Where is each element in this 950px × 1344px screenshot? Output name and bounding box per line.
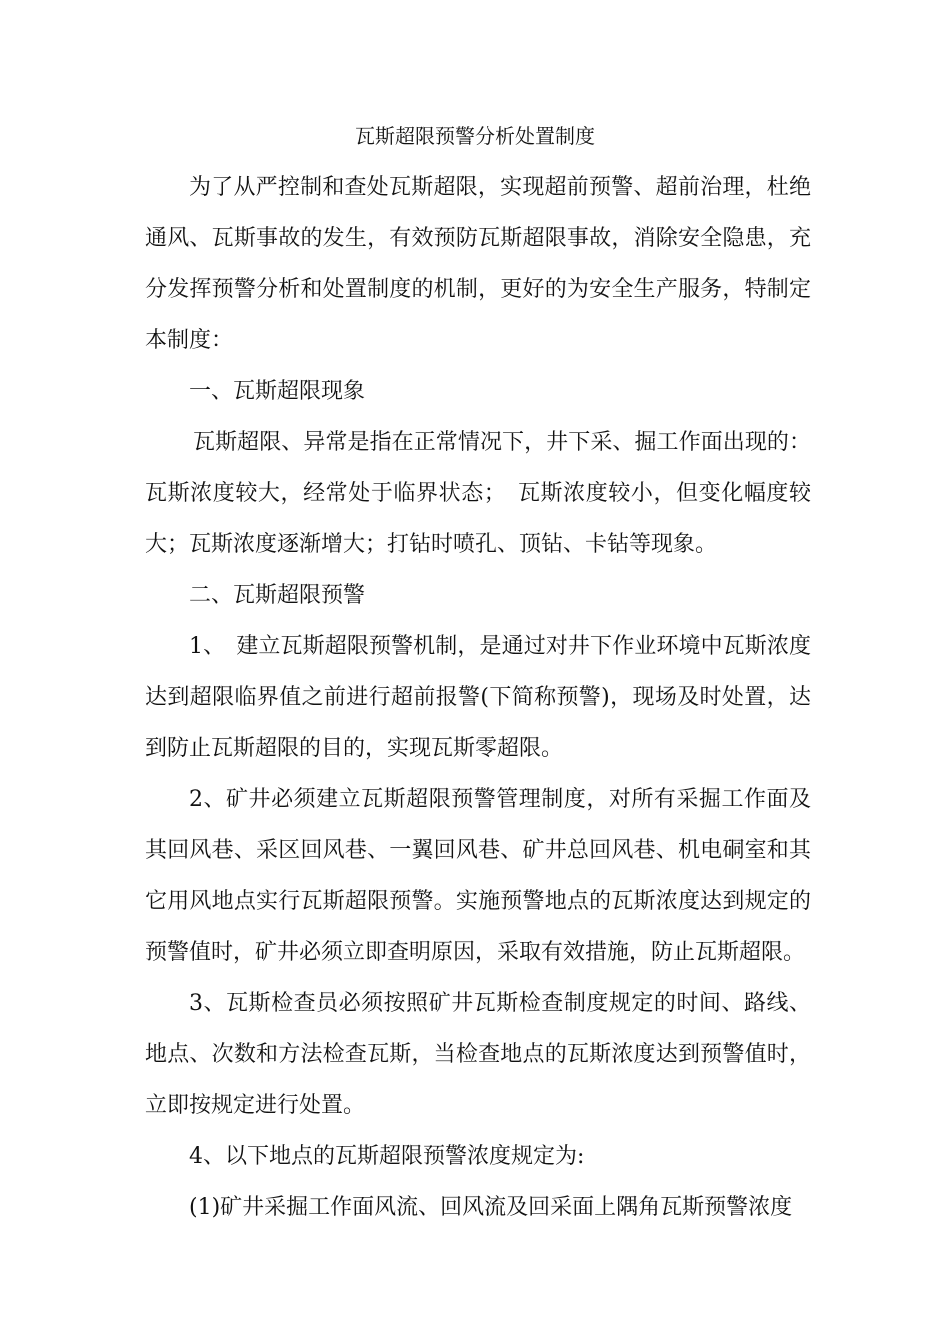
warning-subitem-1: (1)矿井采掘工作面风流、回风流及回采面上隅角瓦斯预警浓度 <box>189 1195 793 1220</box>
warning-item-2: 2、矿井必须建立瓦斯超限预警管理制度，对所有采掘工作面及其回风巷、采区回风巷、一翼回风巷、矿井总回风巷、机电硐室和其它用风地点实行瓦斯超限预警。实施预警地点的瓦斯浓度达到规定的预警值时，矿井必须立即查明原因，采取有效措施，防止瓦斯超限。 <box>145 787 811 965</box>
phenomena-paragraph: 瓦斯超限、异常是指在正常情况下，井下采、掘工作面出现的：瓦斯浓度较大，经常处于临界状态； 瓦斯浓度较小，但变化幅度较大；瓦斯浓度逐渐增大；打钻时喷孔、顶钻、卡钻等现象。 <box>145 430 811 557</box>
section-heading-phenomena: 一、瓦斯超限现象 <box>189 379 366 404</box>
warning-item-1: 1、 建立瓦斯超限预警机制，是通过对井下作业环境中瓦斯浓度达到超限临界值之前进行超前报警(下简称预警)，现场及时处置，达到防止瓦斯超限的目的，实现瓦斯零超限。 <box>145 634 811 761</box>
intro-paragraph: 为了从严控制和查处瓦斯超限，实现超前预警、超前治理，杜绝通风、瓦斯事故的发生，有效预防瓦斯超限事故，消除安全隐患，充分发挥预警分析和处置制度的机制，更好的为安全生产服务，特制定本制度： <box>145 175 811 353</box>
warning-item-3: 3、瓦斯检查员必须按照矿井瓦斯检查制度规定的时间、路线、地点、次数和方法检查瓦斯，当检查地点的瓦斯浓度达到预警值时，立即按规定进行处置。 <box>145 991 811 1118</box>
document-body <box>145 162 811 1233</box>
section-heading-warning: 二、瓦斯超限预警 <box>189 583 366 608</box>
warning-item-4: 4、以下地点的瓦斯超限预警浓度规定为: <box>189 1144 585 1169</box>
document-title: 瓦斯超限预警分析处置制度 <box>355 124 595 148</box>
